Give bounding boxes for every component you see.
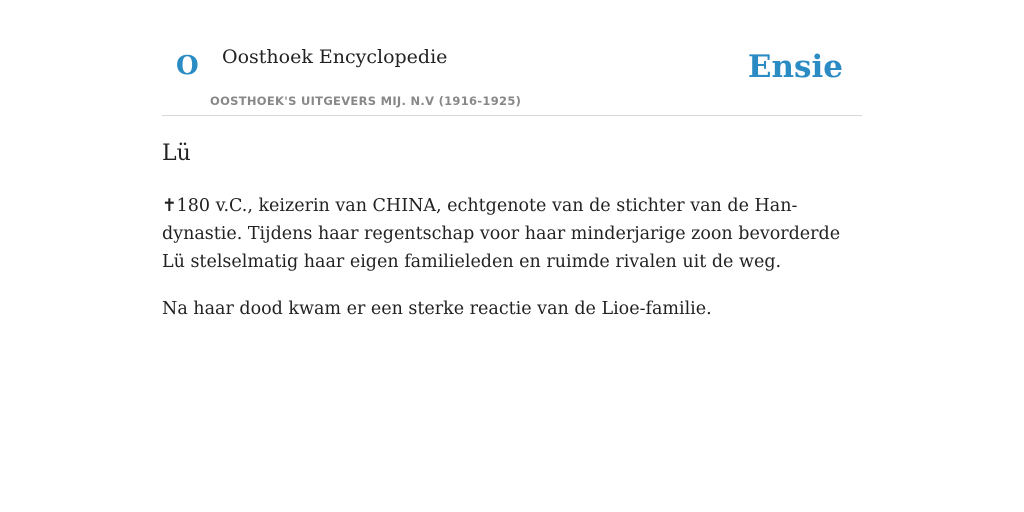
entry-paragraph: Na haar dood kwam er een sterke reactie van de Lioe-familie. (162, 299, 712, 319)
page-container (162, 0, 862, 319)
ensie-brand-link[interactable]: Ensie (747, 49, 843, 85)
entry-paragraph: ✝180 v.C., keizerin van CHINA, echtgenote van de stichter van de Han-dynastie. Tijdens haar regentschap voor haar minderjarige zoon bevorderde Lü stelselmatig haar eigen familieleden en ruimde rivalen uit de weg. (162, 196, 841, 272)
site-header (162, 0, 862, 116)
entry-content (162, 192, 862, 342)
entry-title: Lü (162, 141, 191, 166)
publisher-subtitle: OOSTHOEK'S UITGEVERS MIJ. N.V (1916-1925) (210, 94, 522, 108)
site-title-link[interactable]: Oosthoek Encyclopedie (222, 46, 448, 68)
oosthoek-logo[interactable]: O (176, 51, 199, 81)
